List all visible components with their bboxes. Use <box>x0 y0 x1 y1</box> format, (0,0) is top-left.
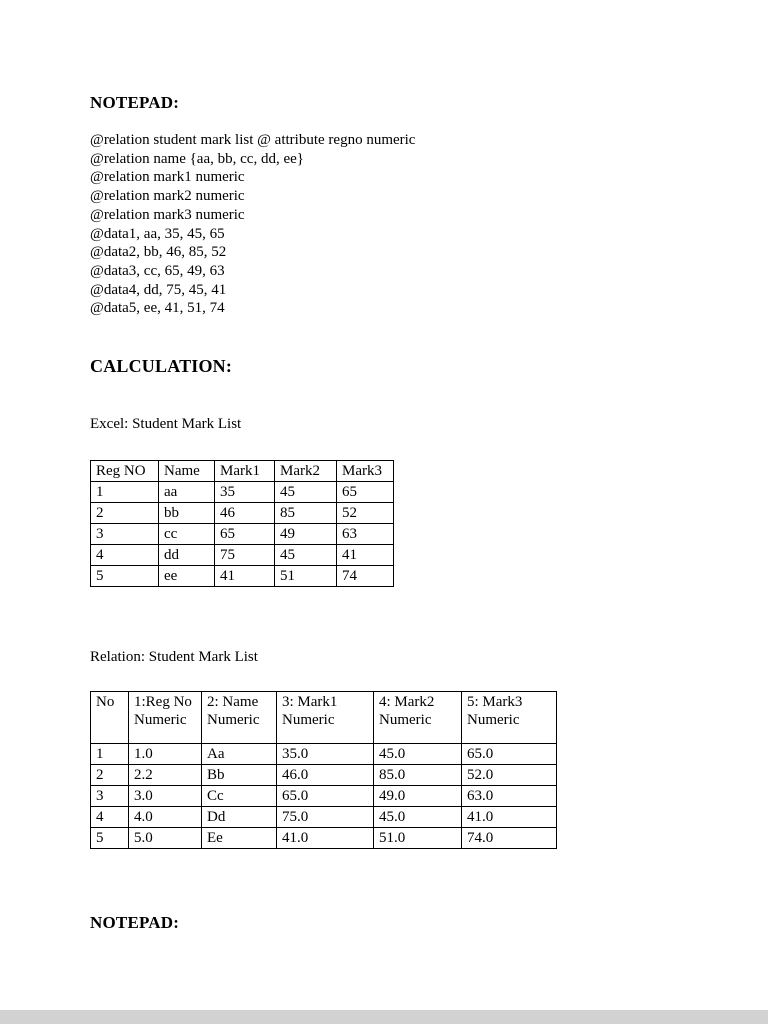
cell: 35.0 <box>277 744 374 765</box>
cell: 74.0 <box>462 828 557 849</box>
header-cell: Mark3 <box>337 461 394 482</box>
cell: 51 <box>275 566 337 587</box>
cell: Cc <box>202 786 277 807</box>
cell: Bb <box>202 765 277 786</box>
notepad-line: @relation student mark list @ attribute regno numeric <box>90 132 416 148</box>
cell: bb <box>159 503 215 524</box>
header-cell: Reg NO <box>91 461 159 482</box>
cell: 52.0 <box>462 765 557 786</box>
calculation-heading: CALCULATION: <box>90 356 233 377</box>
cell: 52 <box>337 503 394 524</box>
cell: 75 <box>215 545 275 566</box>
cell: 45 <box>275 545 337 566</box>
relation-mark-table <box>90 691 557 849</box>
cell: 45.0 <box>374 744 462 765</box>
cell: 2 <box>91 503 159 524</box>
notepad-line: @data1, aa, 35, 45, 65 <box>90 225 225 242</box>
cell: 4.0 <box>129 807 202 828</box>
header-line: 5: Mark3 <box>467 694 523 711</box>
table-row <box>91 524 394 545</box>
notepad-heading: NOTEPAD: <box>90 93 180 112</box>
cell: 3 <box>91 524 159 545</box>
header-line: Numeric <box>467 712 520 729</box>
notepad-content <box>90 131 728 318</box>
cell: 1 <box>91 482 159 503</box>
header-cell: Mark1 <box>215 461 275 482</box>
cell: 2.2 <box>129 765 202 786</box>
excel-mark-table <box>90 460 394 587</box>
header-line: 2: Name <box>207 694 259 711</box>
header-line: Numeric <box>134 712 187 729</box>
notepad-line: @data5, ee, 41, 51, 74 <box>90 300 225 317</box>
table-header-row <box>91 692 557 744</box>
cell: 4 <box>91 807 129 828</box>
cell: 65 <box>215 524 275 545</box>
cell: 85 <box>275 503 337 524</box>
cell: 85.0 <box>374 765 462 786</box>
cell: 45.0 <box>374 807 462 828</box>
cell: 4 <box>91 545 159 566</box>
cell: 5 <box>91 828 129 849</box>
notepad-line: @relation mark1 numeric <box>90 169 245 186</box>
table-row <box>91 503 394 524</box>
excel-table-label: Excel: Student Mark List <box>90 416 242 433</box>
cell: 41.0 <box>277 828 374 849</box>
cell: 63 <box>337 524 394 545</box>
page-gap-strip <box>0 1010 768 1024</box>
cell: 74 <box>337 566 394 587</box>
cell: 5 <box>91 566 159 587</box>
notepad-line: @relation name {aa, bb, cc, dd, ee} <box>90 150 304 167</box>
cell: 1 <box>91 744 129 765</box>
header-cell <box>374 692 462 744</box>
table-row <box>91 828 557 849</box>
cell: 65 <box>337 482 394 503</box>
table-row <box>91 566 394 587</box>
cell: 46.0 <box>277 765 374 786</box>
cell: 65.0 <box>277 786 374 807</box>
notepad-line: @relation mark2 numeric <box>90 188 245 205</box>
table-row <box>91 765 557 786</box>
table-header-row <box>91 461 394 482</box>
cell: 41.0 <box>462 807 557 828</box>
header-line: Numeric <box>207 712 260 729</box>
cell: 2 <box>91 765 129 786</box>
header-cell <box>277 692 374 744</box>
cell: Aa <box>202 744 277 765</box>
table-row <box>91 744 557 765</box>
cell: 63.0 <box>462 786 557 807</box>
notepad-line: @data4, dd, 75, 45, 41 <box>90 281 227 298</box>
notepad-line: @data3, cc, 65, 49, 63 <box>90 262 225 279</box>
cell: 51.0 <box>374 828 462 849</box>
notepad-heading-bottom: NOTEPAD: <box>90 913 180 933</box>
header-line: Numeric <box>282 712 335 729</box>
cell: cc <box>159 524 215 545</box>
header-line: No <box>96 694 115 711</box>
header-line: 4: Mark2 <box>379 694 435 711</box>
cell: 5.0 <box>129 828 202 849</box>
cell: 45 <box>275 482 337 503</box>
cell: aa <box>159 482 215 503</box>
table-row <box>91 482 394 503</box>
cell: Ee <box>202 828 277 849</box>
header-cell: Mark2 <box>275 461 337 482</box>
cell: 49.0 <box>374 786 462 807</box>
cell: 46 <box>215 503 275 524</box>
cell: 75.0 <box>277 807 374 828</box>
header-cell <box>91 692 129 744</box>
relation-table-label: Relation: Student Mark List <box>90 649 258 666</box>
cell: ee <box>159 566 215 587</box>
cell: 41 <box>337 545 394 566</box>
cell: 1.0 <box>129 744 202 765</box>
table-row <box>91 786 557 807</box>
cell: 65.0 <box>462 744 557 765</box>
cell: dd <box>159 545 215 566</box>
cell: Dd <box>202 807 277 828</box>
table-row <box>91 807 557 828</box>
cell: 3.0 <box>129 786 202 807</box>
table-row <box>91 545 394 566</box>
header-line: 1:Reg No <box>134 694 192 711</box>
header-line: Numeric <box>379 712 432 729</box>
header-cell: Name <box>159 461 215 482</box>
cell: 49 <box>275 524 337 545</box>
notepad-line: @relation mark3 numeric <box>90 206 245 223</box>
header-cell <box>202 692 277 744</box>
header-line: 3: Mark1 <box>282 694 338 711</box>
notepad-line: @data2, bb, 46, 85, 52 <box>90 244 227 261</box>
cell: 35 <box>215 482 275 503</box>
header-cell <box>129 692 202 744</box>
cell: 41 <box>215 566 275 587</box>
header-cell <box>462 692 557 744</box>
cell: 3 <box>91 786 129 807</box>
